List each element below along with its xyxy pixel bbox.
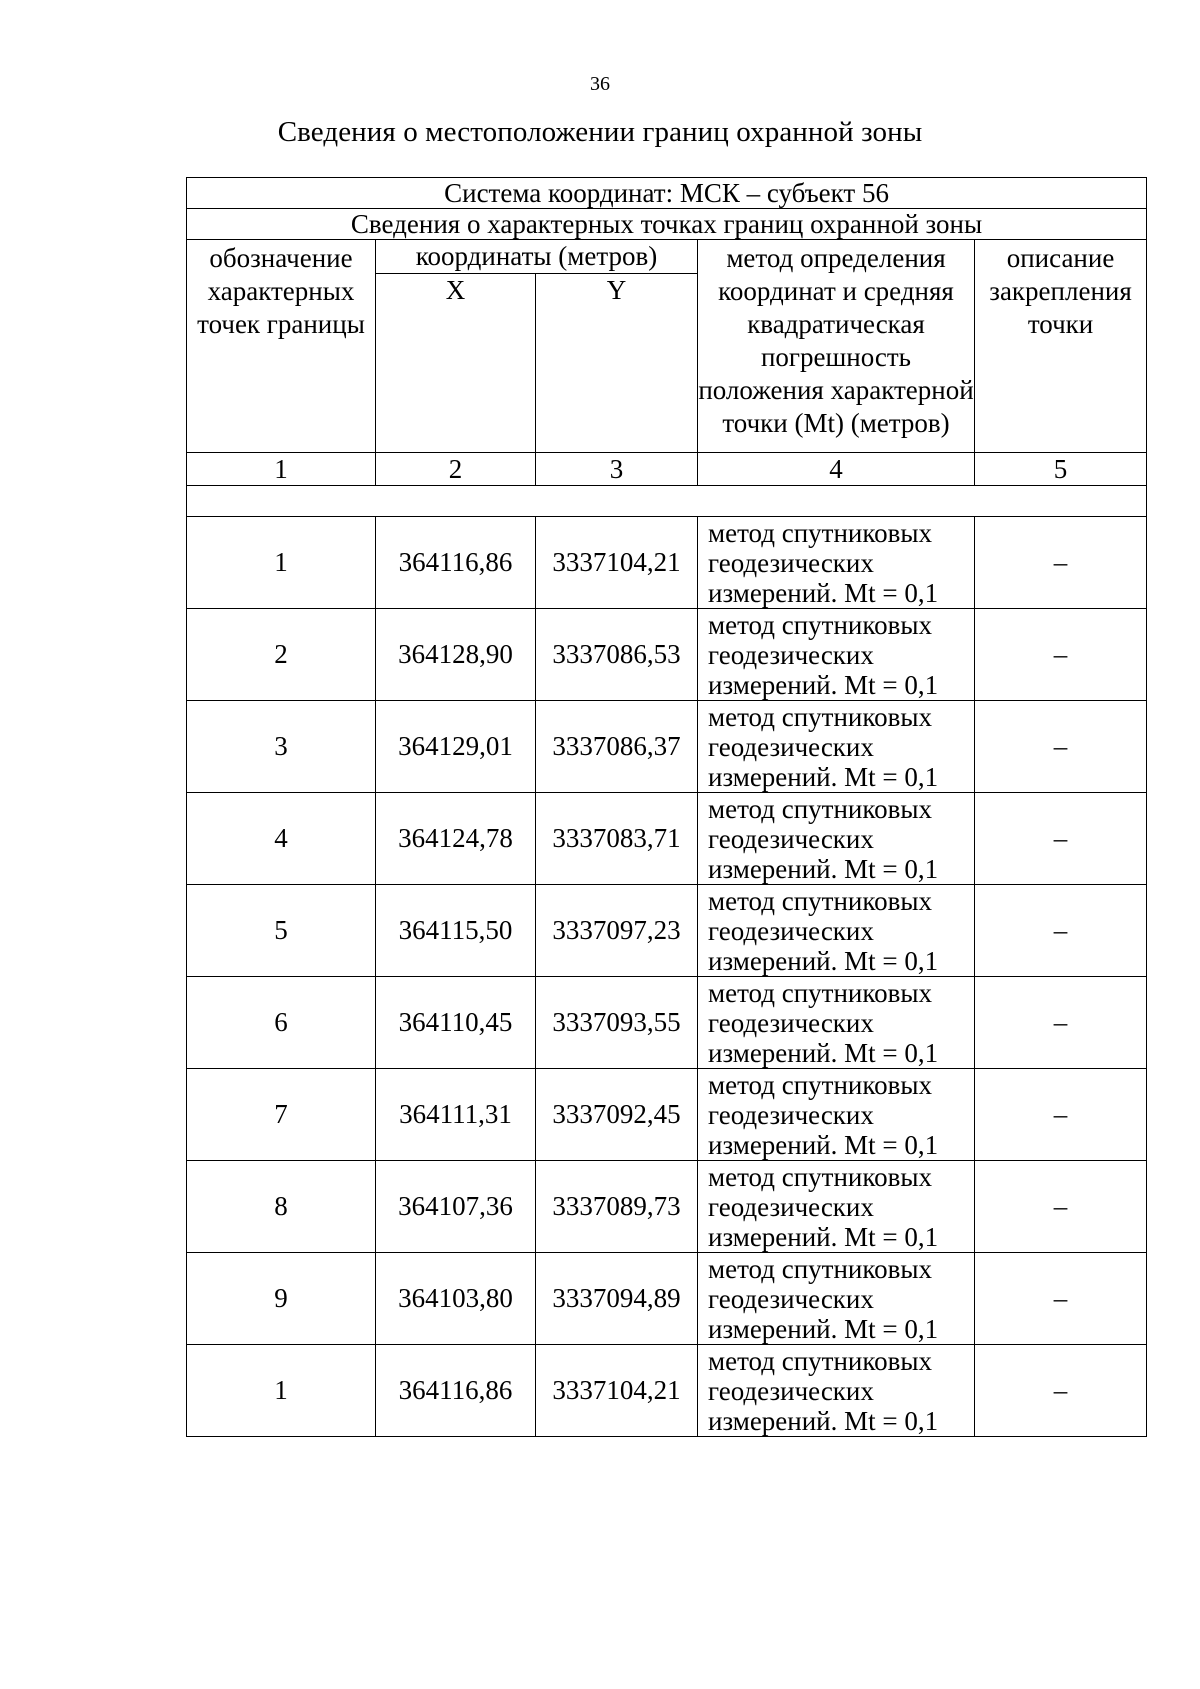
- method-cell: метод спутниковых геодезических измерений. Mt = 0,1: [698, 517, 975, 609]
- table-body: [187, 178, 1147, 1437]
- table-row: [187, 1345, 1147, 1437]
- boundary-points-table: [186, 177, 1147, 1437]
- point-cell: 8: [187, 1161, 376, 1253]
- column-number: 3: [536, 453, 698, 486]
- method-cell: метод спутниковых геодезических измерений. Mt = 0,1: [698, 1069, 975, 1161]
- y-cell: 3337094,89: [536, 1253, 698, 1345]
- method-cell: метод спутниковых геодезических измерений. Mt = 0,1: [698, 609, 975, 701]
- point-cell: 5: [187, 885, 376, 977]
- table-row: [187, 1253, 1147, 1345]
- column-number: 1: [187, 453, 376, 486]
- x-cell: 364115,50: [376, 885, 536, 977]
- method-cell: метод спутниковых геодезических измерений. Mt = 0,1: [698, 885, 975, 977]
- x-cell: 364129,01: [376, 701, 536, 793]
- column-number: 5: [975, 453, 1147, 486]
- x-cell: 364128,90: [376, 609, 536, 701]
- method-cell: метод спутниковых геодезических измерений. Mt = 0,1: [698, 1161, 975, 1253]
- boundary-info-row: [187, 209, 1147, 240]
- method-cell: метод спутниковых геодезических измерений. Mt = 0,1: [698, 1345, 975, 1437]
- blank-cell: [187, 486, 1147, 517]
- point-cell: 6: [187, 977, 376, 1069]
- description-cell: –: [975, 1345, 1147, 1437]
- table-row: [187, 1069, 1147, 1161]
- y-cell: 3337083,71: [536, 793, 698, 885]
- point-cell: 9: [187, 1253, 376, 1345]
- description-cell: –: [975, 977, 1147, 1069]
- y-cell: 3337092,45: [536, 1069, 698, 1161]
- method-cell: метод спутниковых геодезических измерений. Mt = 0,1: [698, 1253, 975, 1345]
- page-number: 36: [590, 73, 610, 95]
- table-row: [187, 977, 1147, 1069]
- x-cell: 364110,45: [376, 977, 536, 1069]
- y-header: Y: [536, 274, 698, 453]
- document-title: Сведения о местоположении границ охранной зоны: [277, 116, 923, 148]
- description-cell: –: [975, 885, 1147, 977]
- point-cell: 1: [187, 1345, 376, 1437]
- y-cell: 3337104,21: [536, 1345, 698, 1437]
- point-cell: 2: [187, 609, 376, 701]
- method-cell: метод спутниковых геодезических измерений. Mt = 0,1: [698, 793, 975, 885]
- x-cell: 364124,78: [376, 793, 536, 885]
- blank-row: [187, 486, 1147, 517]
- y-cell: 3337089,73: [536, 1161, 698, 1253]
- column-numbers-row: [187, 453, 1147, 486]
- method-header: метод определения координат и средняя квадратическая погрешность положения характерной точки (Mt) (метров): [698, 240, 975, 453]
- description-cell: –: [975, 1069, 1147, 1161]
- y-cell: 3337104,21: [536, 517, 698, 609]
- x-cell: 364103,80: [376, 1253, 536, 1345]
- method-cell: метод спутниковых геодезических измерений. Mt = 0,1: [698, 977, 975, 1069]
- point-cell: 3: [187, 701, 376, 793]
- x-cell: 364107,36: [376, 1161, 536, 1253]
- description-cell: –: [975, 793, 1147, 885]
- header-row: [187, 240, 1147, 274]
- y-cell: 3337086,37: [536, 701, 698, 793]
- table-row: [187, 609, 1147, 701]
- description-cell: –: [975, 609, 1147, 701]
- boundary-info-cell: Сведения о характерных точках границ охранной зоны: [187, 209, 1147, 240]
- point-cell: 7: [187, 1069, 376, 1161]
- y-cell: 3337093,55: [536, 977, 698, 1069]
- table-row: [187, 701, 1147, 793]
- description-cell: –: [975, 1253, 1147, 1345]
- designation-header: обозначение характерных точек границы: [187, 240, 376, 453]
- point-cell: 1: [187, 517, 376, 609]
- x-header: X: [376, 274, 536, 453]
- coordinate-system-row: [187, 178, 1147, 209]
- coordinates-header: координаты (метров): [376, 240, 698, 274]
- table-row: [187, 1161, 1147, 1253]
- y-cell: 3337097,23: [536, 885, 698, 977]
- table-row: [187, 793, 1147, 885]
- table-row: [187, 517, 1147, 609]
- column-number: 4: [698, 453, 975, 486]
- table-row: [187, 885, 1147, 977]
- description-header: описание закрепления точки: [975, 240, 1147, 453]
- x-cell: 364116,86: [376, 517, 536, 609]
- method-cell: метод спутниковых геодезических измерений. Mt = 0,1: [698, 701, 975, 793]
- description-cell: –: [975, 1161, 1147, 1253]
- x-cell: 364111,31: [376, 1069, 536, 1161]
- description-cell: –: [975, 517, 1147, 609]
- x-cell: 364116,86: [376, 1345, 536, 1437]
- y-cell: 3337086,53: [536, 609, 698, 701]
- description-cell: –: [975, 701, 1147, 793]
- coordinate-system-cell: Система координат: МСК – субъект 56: [187, 178, 1147, 209]
- point-cell: 4: [187, 793, 376, 885]
- column-number: 2: [376, 453, 536, 486]
